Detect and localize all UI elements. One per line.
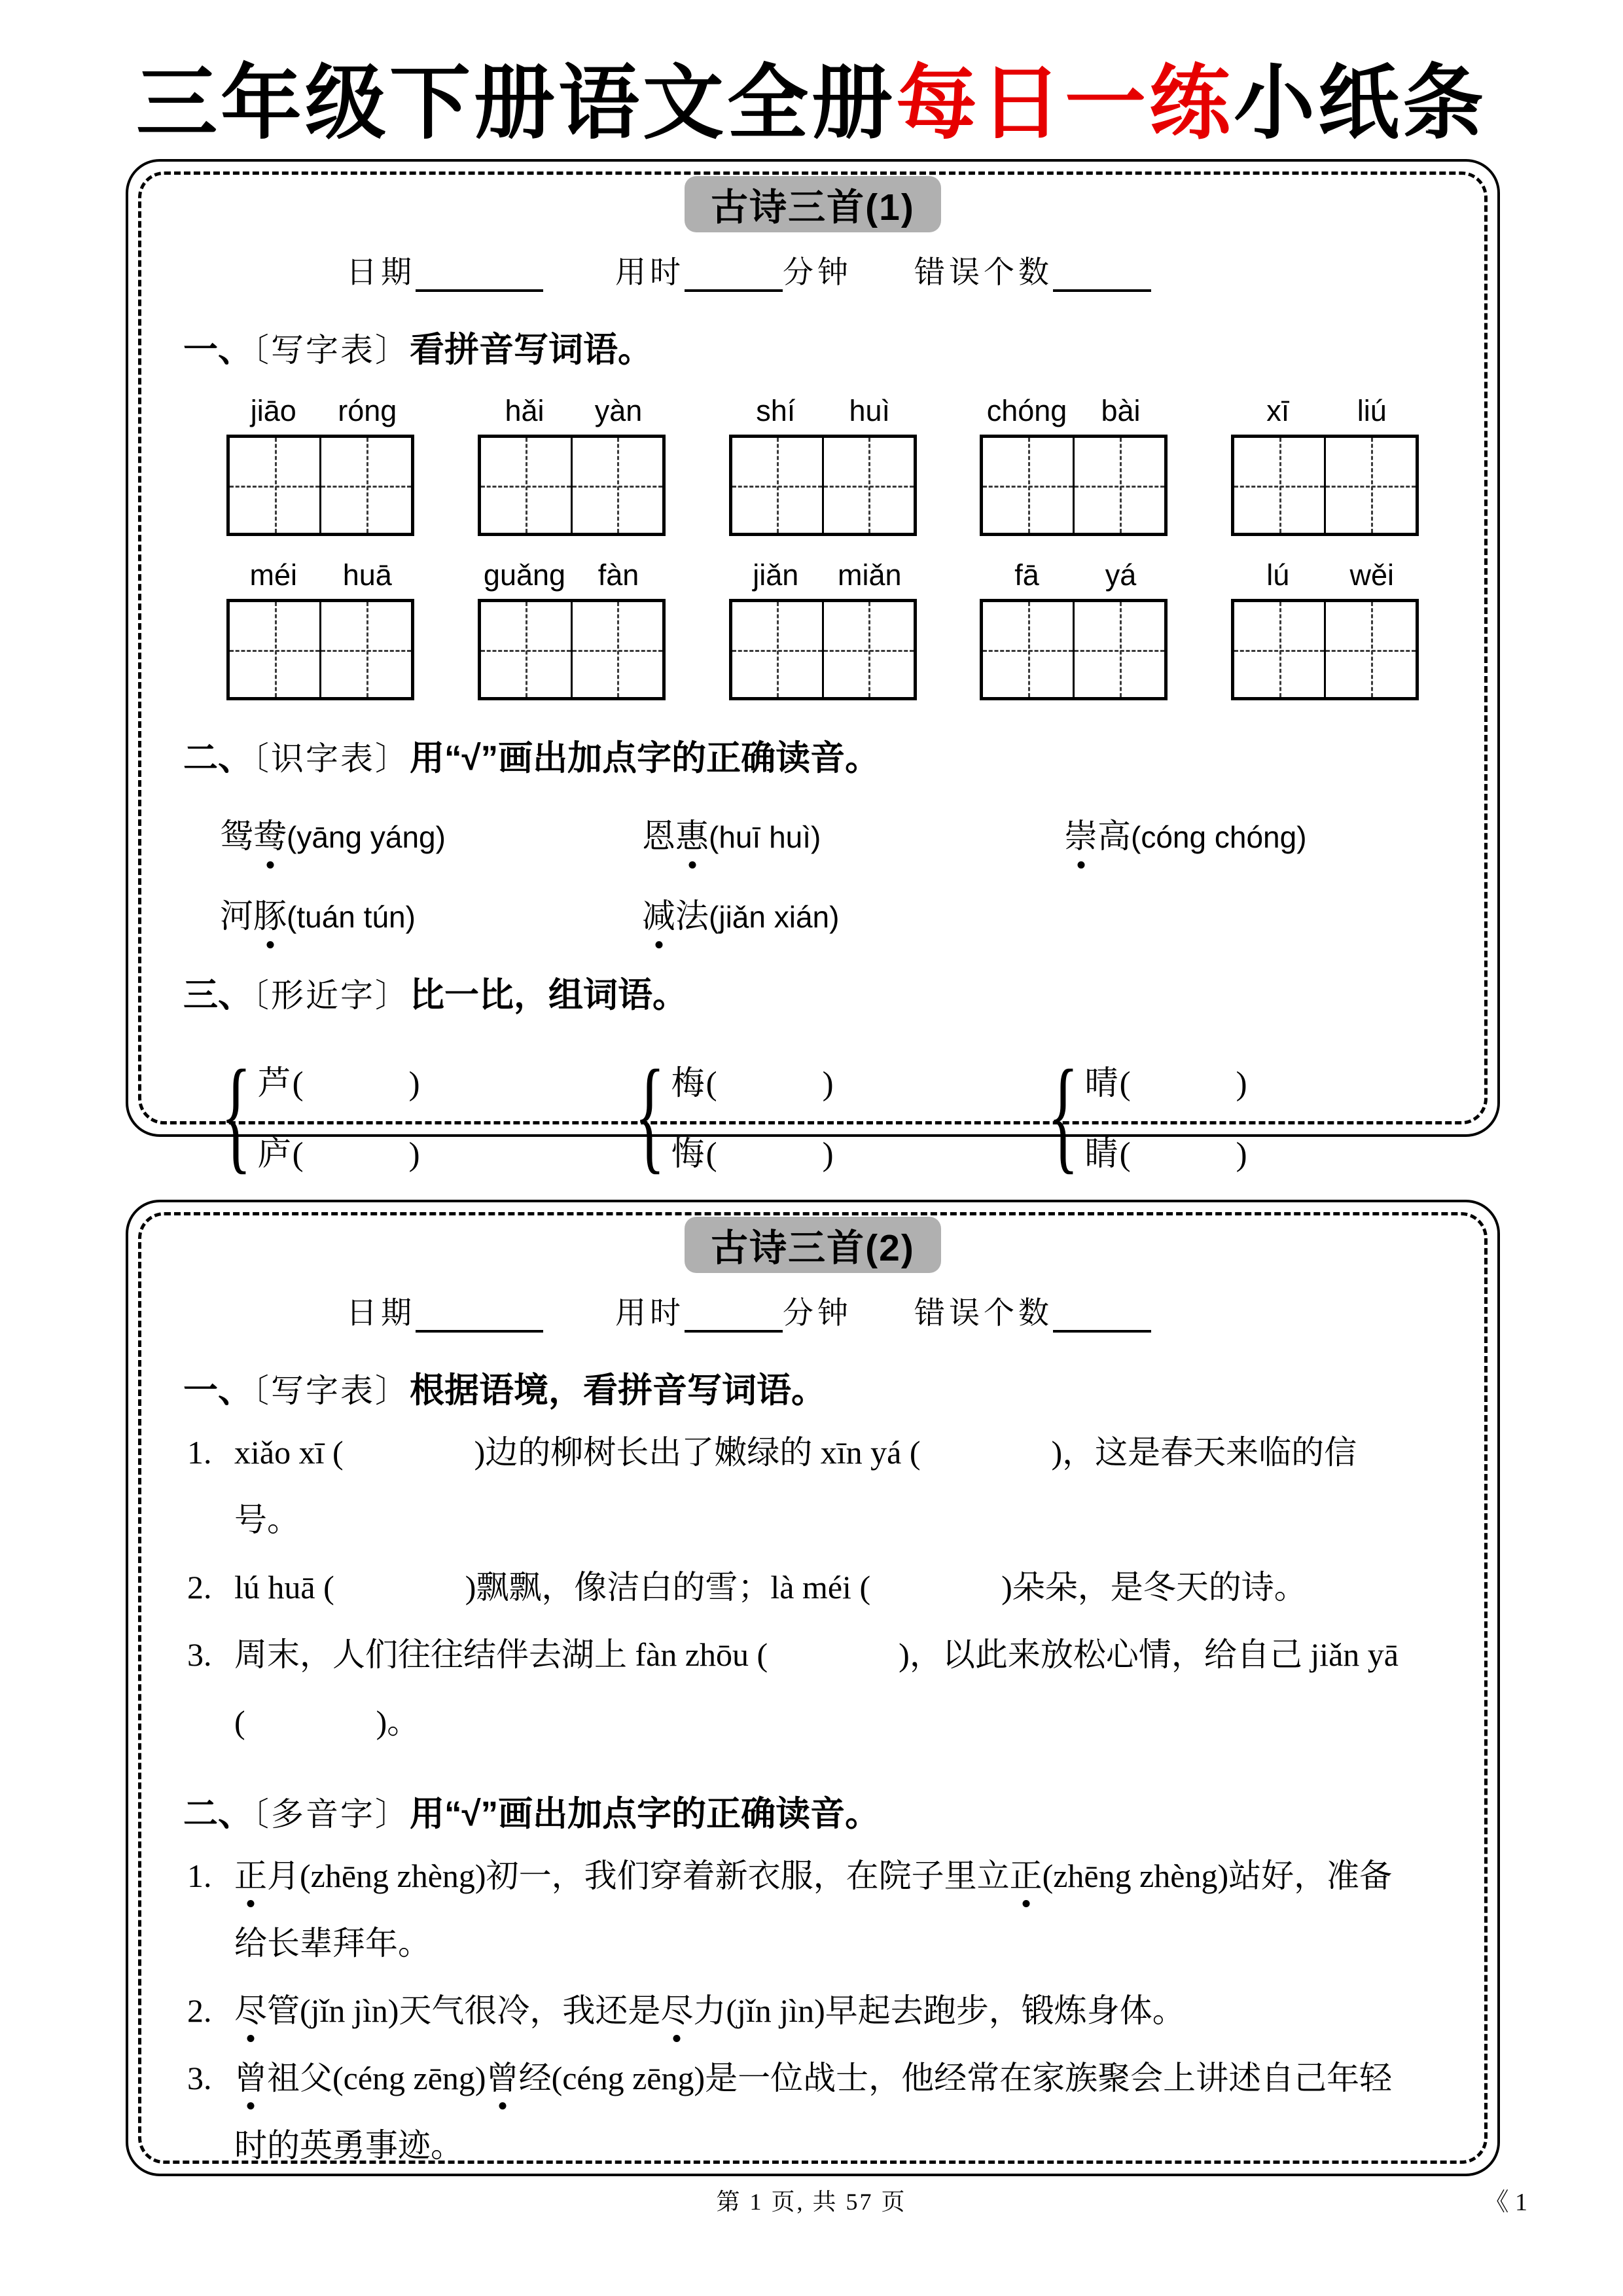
pinyin-group: jiāo róng	[226, 394, 414, 536]
time-blank[interactable]	[685, 257, 783, 292]
exercise-item	[187, 1419, 1446, 1554]
item-number: 1.	[187, 1434, 212, 1471]
writing-grid	[729, 599, 917, 700]
dotted-char: 尽	[234, 1992, 267, 2029]
dotted-char: 惠	[675, 819, 709, 855]
errors-label: 错误个数	[914, 1297, 1053, 1331]
dotted-char: 正	[234, 1857, 267, 1894]
writing-cell[interactable]	[1234, 602, 1326, 697]
dotted-char: 正	[1009, 1857, 1043, 1894]
minutes-label: 分钟	[783, 256, 852, 290]
curly-brace: {	[634, 1044, 666, 1185]
time-label: 用时	[615, 256, 685, 290]
writing-cell[interactable]	[1234, 438, 1326, 533]
section-1-heading: 一、〔写字表〕看拼音写词语。	[183, 331, 652, 369]
date-blank[interactable]	[416, 257, 543, 292]
context-fill-exercise	[187, 1419, 1446, 1756]
writing-cell[interactable]	[230, 602, 321, 697]
exercise-item	[187, 1554, 1446, 1621]
title-highlight: 每日一练	[895, 58, 1234, 149]
dotted-char: 减	[642, 899, 676, 935]
item-text[interactable]: 正月(zhēng zhèng)初一，我们穿着新衣服，在院子里立正(zhēng zhèng)站好，准备给长辈拜年。	[234, 1857, 1393, 1962]
word-item[interactable]: 河豚(tuán tún)	[220, 899, 416, 935]
worksheet-box-1	[126, 159, 1500, 1185]
exercise-item	[187, 1842, 1446, 1977]
word-item[interactable]: 鸳鸯(yāng yáng)	[220, 819, 446, 855]
word-blank[interactable]: 庐( )	[257, 1136, 421, 1173]
reading-options[interactable]: (cóng chóng)	[1131, 820, 1307, 854]
item-text[interactable]: xiǎo xī ( )边的柳树长出了嫩绿的 xīn yá ( )，这是春天来临的信号。	[234, 1434, 1357, 1538]
writing-cell[interactable]	[573, 602, 662, 697]
lesson-header-2: 古诗三首(2)	[685, 1217, 941, 1273]
writing-cell[interactable]	[481, 438, 573, 533]
writing-cell[interactable]	[983, 438, 1075, 533]
box-2-dashed-border	[138, 1212, 1488, 2164]
writing-cell[interactable]	[481, 602, 573, 697]
writing-cell[interactable]	[573, 438, 662, 533]
reading-options[interactable]: (jiǎn xián)	[709, 900, 840, 934]
reading-options[interactable]: (tuán tún)	[287, 900, 416, 934]
errors-label: 错误个数	[914, 256, 1053, 290]
writing-grid	[980, 599, 1168, 700]
exercise-item	[187, 1621, 1446, 1756]
writing-cell[interactable]	[1326, 438, 1416, 533]
item-number: 1.	[187, 1857, 212, 1894]
curly-brace: {	[1048, 1044, 1079, 1185]
date-blank[interactable]	[416, 1297, 543, 1333]
item-number: 3.	[187, 1636, 212, 1673]
pinyin-group: hǎi yàn	[478, 394, 666, 536]
brace-group	[1033, 1044, 1446, 1185]
meta-line-2	[346, 1289, 1446, 1333]
item-text[interactable]: lú huā ( )飘飘，像洁白的雪；là méi ( )朵朵，是冬天的诗。	[234, 1569, 1307, 1605]
dotted-char: 曾	[234, 2060, 267, 2096]
pinyin-group: guǎng fàn	[478, 558, 666, 700]
section-1-heading: 一、〔写字表〕根据语境，看拼音写词语。	[183, 1371, 826, 1410]
time-label: 用时	[615, 1297, 685, 1331]
pinyin-group: chóng bài	[980, 394, 1168, 536]
dotted-char: 鸯	[253, 819, 287, 855]
pinyin-group: fā yá	[980, 558, 1168, 700]
pinyin-group: shí huì	[729, 394, 917, 536]
title-suffix: 小纸条	[1234, 58, 1488, 149]
dotted-char: 豚	[253, 899, 287, 935]
writing-grid	[729, 435, 917, 536]
dotted-char: 崇	[1064, 819, 1098, 855]
date-label: 日期	[346, 256, 416, 290]
item-number: 2.	[187, 1569, 212, 1605]
writing-cell[interactable]	[321, 602, 411, 697]
item-text[interactable]: 周末，人们往往结伴去湖上 fàn zhōu ( )，以此来放松心情，给自己 jiǎn yā ( )。	[234, 1636, 1399, 1740]
word-item[interactable]: 恩惠(huī huì)	[642, 819, 821, 855]
brace-group	[619, 1044, 1033, 1185]
section-tag: 〔形近字〕	[253, 977, 410, 1014]
curly-brace: {	[221, 1044, 252, 1185]
errors-blank[interactable]	[1053, 257, 1151, 292]
dotted-word-list	[220, 809, 1446, 937]
reading-options[interactable]: (huī huì)	[709, 820, 821, 854]
writing-grid	[478, 599, 666, 700]
item-number: 2.	[187, 1992, 212, 2029]
writing-grid	[1231, 599, 1419, 700]
writing-cell[interactable]	[230, 438, 321, 533]
section-tag: 〔识字表〕	[253, 740, 410, 777]
section-tag: 〔写字表〕	[253, 1372, 410, 1409]
word-item[interactable]: 减法(jiǎn xián)	[642, 899, 840, 935]
section-3-heading: 三、〔形近字〕比一比，组词语。	[183, 976, 687, 1014]
writing-grid	[980, 435, 1168, 536]
word-item[interactable]: 崇高(cóng chóng)	[1064, 819, 1307, 855]
lesson-header-1: 古诗三首(1)	[685, 176, 941, 232]
pinyin-group: lú wěi	[1231, 558, 1419, 700]
writing-cell[interactable]	[321, 438, 411, 533]
lookalike-groups	[205, 1044, 1446, 1185]
title-prefix: 三年级下册语文全册	[135, 58, 896, 149]
writing-cell[interactable]	[824, 602, 914, 697]
word-blank[interactable]: 晴( )	[1084, 1065, 1249, 1102]
word-blank[interactable]: 梅( )	[671, 1065, 835, 1102]
item-text[interactable]: 曾祖父(céng zēng)曾经(céng zēng)是一位战士，他经常在家族聚会上讲述自己年轻时的英勇事迹。	[234, 2060, 1393, 2164]
exercise-item	[187, 1977, 1446, 2045]
section-2-heading: 二、〔识字表〕用“√”画出加点字的正确读音。	[183, 739, 880, 778]
errors-blank[interactable]	[1053, 1297, 1151, 1333]
writing-cell[interactable]	[732, 602, 824, 697]
footer-page-info: 第 1 页, 共 57 页	[716, 2189, 907, 2215]
minutes-label: 分钟	[783, 1297, 852, 1331]
word-blank[interactable]: 芦( )	[257, 1065, 421, 1102]
dotted-char: 曾	[486, 2060, 519, 2096]
exercise-item	[187, 2045, 1446, 2179]
pinyin-row-1	[226, 394, 1419, 536]
writing-grid	[226, 599, 414, 700]
time-blank[interactable]	[685, 1297, 783, 1333]
writing-cell[interactable]	[1075, 602, 1164, 697]
box-1-dashed-border	[138, 171, 1488, 1185]
writing-cell[interactable]	[824, 438, 914, 533]
footer-page-number: 《 1	[1484, 2189, 1527, 2216]
polyphone-exercise	[187, 1842, 1446, 2179]
meta-line-1	[346, 248, 1446, 292]
date-label: 日期	[346, 1297, 416, 1331]
pinyin-group: xī liú	[1231, 394, 1419, 536]
word-blank[interactable]: 睛( )	[1084, 1136, 1249, 1173]
pinyin-row-2	[226, 558, 1419, 700]
reading-options[interactable]: (yāng yáng)	[287, 820, 446, 854]
section-tag: 〔写字表〕	[253, 332, 410, 368]
word-blank[interactable]: 悔( )	[671, 1136, 835, 1173]
dotted-char: 尽	[660, 1992, 694, 2029]
writing-cell[interactable]	[1075, 438, 1164, 533]
item-number: 3.	[187, 2060, 212, 2096]
writing-cell[interactable]	[732, 438, 824, 533]
writing-cell[interactable]	[983, 602, 1075, 697]
brace-group	[205, 1044, 619, 1185]
writing-cell[interactable]	[1326, 602, 1416, 697]
page-title	[0, 38, 1623, 154]
writing-grid	[478, 435, 666, 536]
worksheet-box-2	[126, 1200, 1500, 2176]
section-2-heading: 二、〔多音字〕用“√”画出加点字的正确读音。	[183, 1795, 880, 1833]
section-tag: 〔多音字〕	[253, 1796, 410, 1833]
pinyin-group: méi huā	[226, 558, 414, 700]
writing-grid	[1231, 435, 1419, 536]
pinyin-group: jiǎn miǎn	[729, 558, 917, 700]
item-text[interactable]: 尽管(jǐn jìn)天气很冷，我还是尽力(jǐn jìn)早起去跑步，锻炼身体。	[234, 1992, 1185, 2029]
writing-grid	[226, 435, 414, 536]
